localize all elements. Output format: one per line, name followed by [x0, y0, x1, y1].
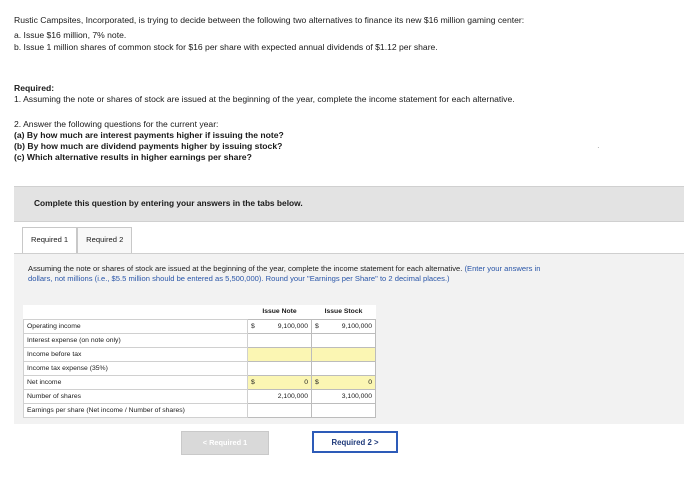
tab-required-1[interactable]: Required 1 [22, 227, 77, 253]
row-label: Number of shares [24, 389, 248, 403]
note-net-income: $ 0 [248, 375, 312, 389]
stock-operating-income: $ 9,100,000 [312, 319, 376, 333]
row-label: Interest expense (on note only) [24, 333, 248, 347]
option-b: b. Issue 1 million shares of common stock for $16 per share with expected annual dividends of $1.12 per share. [14, 42, 438, 52]
required-heading: Required: [14, 83, 55, 93]
instructions [28, 264, 558, 284]
cursor-mark-icon: · [597, 143, 600, 152]
instructions-note: (Enter your answers in dollars, not millions (i.e., $5.5 million should be entered as 5,500,000). Round your "Earnings per Share" to 2 decimal places.) [28, 264, 541, 283]
intro-line: Rustic Campsites, Incorporated, is trying to decide between the following two alternatives to finance its new $16 million gaming center: [14, 15, 525, 25]
row-label: Operating income [24, 319, 248, 333]
problem-intro [14, 14, 694, 53]
q2-b: (b) By how much are dividend payments higher by issuing stock? [14, 141, 283, 151]
option-a: a. Issue $16 million, 7% note. [14, 30, 127, 40]
table-row [24, 403, 376, 417]
stock-income-before-tax-input[interactable] [312, 347, 376, 361]
next-required-2-button[interactable]: Required 2 > [312, 431, 398, 453]
note-operating-income: $ 9,100,000 [248, 319, 312, 333]
required-section [14, 83, 515, 105]
banner-text: Complete this question by entering your answers in the tabs below. [34, 198, 303, 208]
stock-tax-expense-input[interactable] [312, 361, 376, 375]
required-item-1: 1. Assuming the note or shares of stock are issued at the beginning of the year, complete the income statement for each alternative. [14, 94, 515, 104]
table-row [24, 375, 376, 389]
stock-interest-expense-input[interactable] [312, 333, 376, 347]
q2-c: (c) Which alternative results in higher earnings per share? [14, 152, 252, 162]
tab-bar [22, 227, 132, 253]
table-row [24, 389, 376, 403]
income-statement-table [23, 305, 376, 418]
note-interest-expense-input[interactable] [248, 333, 312, 347]
stock-number-of-shares[interactable]: 3,100,000 [312, 389, 376, 403]
note-number-of-shares[interactable]: 2,100,000 [248, 389, 312, 403]
stock-net-income: $ 0 [312, 375, 376, 389]
table-row [24, 333, 376, 347]
note-tax-expense-input[interactable] [248, 361, 312, 375]
table-row [24, 347, 376, 361]
header-spacer [24, 305, 248, 319]
prev-required-1-button[interactable]: < Required 1 [181, 431, 269, 455]
col-issue-note: Issue Note [262, 308, 297, 316]
row-label: Income tax expense (35%) [24, 361, 248, 375]
row-label: Earnings per share (Net income / Number of shares) [24, 403, 248, 417]
stock-eps-input[interactable] [312, 403, 376, 417]
q2-a: (a) By how much are interest payments higher if issuing the note? [14, 130, 284, 140]
note-income-before-tax-input[interactable] [248, 347, 312, 361]
col-issue-stock: Issue Stock [324, 308, 363, 316]
table-row [24, 319, 376, 333]
tabs-banner [14, 186, 684, 222]
instructions-text: Assuming the note or shares of stock are issued at the beginning of the year, complete the income statement for each alternative. [28, 264, 463, 273]
row-label: Net income [24, 375, 248, 389]
tab-required-2[interactable]: Required 2 [77, 227, 132, 253]
q2-heading: 2. Answer the following questions for the current year: [14, 119, 219, 129]
question-2 [14, 119, 284, 163]
row-label: Income before tax [24, 347, 248, 361]
table-header-row [24, 305, 376, 319]
note-eps-input[interactable] [248, 403, 312, 417]
table-row [24, 361, 376, 375]
